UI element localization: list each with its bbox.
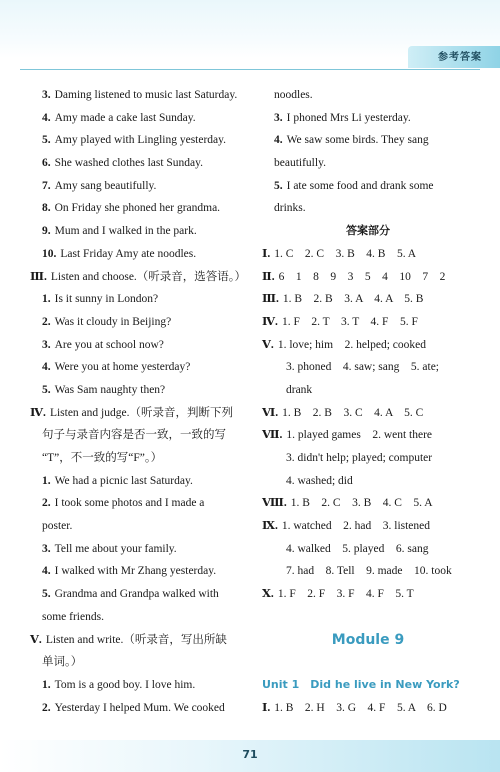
item-number: 5. [42, 134, 51, 147]
right-line [262, 152, 474, 175]
item-text: 1. C 2. C 3. B 4. B 5. A [274, 247, 417, 260]
item-text: Are you at school now? [54, 338, 164, 351]
item-number: Ⅳ. [262, 315, 278, 328]
item-number: 3. [42, 89, 51, 101]
item-number: 4. [42, 111, 51, 124]
item-number: Ⅴ. [262, 338, 274, 351]
left-line [30, 674, 248, 697]
left-line [30, 651, 248, 674]
left-line [30, 538, 248, 561]
item-text: Is it sunny in London? [54, 293, 159, 306]
left-line [30, 197, 248, 220]
item-text: “T”，不一致的写“F”。） [42, 452, 163, 464]
item-text: 4. washed; did [286, 474, 353, 487]
left-line [30, 84, 248, 107]
item-text: drinks. [274, 202, 306, 215]
item-text: 答案部分 [346, 224, 390, 238]
right-line [262, 629, 474, 652]
right-line [262, 220, 474, 243]
item-text: 7. had 8. Tell 9. made 10. took [286, 565, 452, 578]
left-line [30, 402, 248, 425]
item-number: 3. [42, 338, 51, 351]
item-text: Listen and choose.（听录音，选答语。） [50, 270, 247, 283]
item-text: 3. phoned 4. saw; sang 5. ate; [286, 361, 439, 374]
left-line [30, 107, 248, 130]
right-line [262, 243, 474, 266]
item-number: 1. [42, 293, 51, 306]
item-text: Was it cloudy in Beijing? [54, 315, 172, 328]
item-text: 1. F 2. F 3. F 4. F 5. T [277, 588, 414, 601]
right-line [262, 470, 474, 493]
left-column [30, 84, 248, 719]
item-number: 3. [274, 111, 283, 124]
left-line [30, 129, 248, 152]
left-line [30, 492, 248, 515]
right-line [262, 538, 474, 561]
item-text: Amy made a cake last Sunday. [54, 111, 196, 124]
item-number: Ⅷ. [262, 497, 287, 510]
left-line [30, 424, 248, 447]
item-number: 2. [42, 497, 51, 510]
page-header-title: 参考答案 [438, 52, 482, 63]
item-number: 4. [42, 565, 51, 578]
item-text: She washed clothes last Sunday. [54, 157, 204, 170]
right-line [262, 674, 474, 697]
right-line [262, 84, 474, 107]
left-line [30, 288, 248, 311]
item-number: 9. [42, 225, 51, 238]
item-number: 8. [42, 202, 51, 215]
left-line [30, 243, 248, 266]
left-line [30, 334, 248, 357]
right-column [262, 84, 474, 719]
header-rule [20, 69, 480, 70]
right-line [262, 334, 474, 357]
right-line [262, 583, 474, 606]
item-number: 4. [274, 134, 283, 147]
right-line [262, 492, 474, 515]
item-text: 句子与录音内容是否一致，一致的写 [42, 429, 226, 442]
item-text: some friends. [42, 610, 104, 623]
item-number: Ⅳ. [30, 406, 46, 419]
item-text: Grandma and Grandpa walked with [54, 588, 219, 601]
right-line [262, 606, 474, 629]
right-line [262, 107, 474, 130]
item-text: noodles. [274, 89, 313, 101]
right-line [262, 697, 474, 720]
item-text: Unit 1 Did he live in New York? [262, 677, 460, 691]
item-number: Ⅲ. [30, 270, 47, 283]
item-text: Listen and judge.（听录音，判断下列 [49, 406, 233, 419]
item-text: Amy played with Lingling yesterday. [54, 134, 227, 147]
right-line [262, 447, 474, 470]
item-text: I ate some food and drank some [286, 179, 434, 192]
item-text: 6 1 8 9 3 5 4 10 7 2 [278, 270, 446, 283]
item-number: 4. [42, 361, 51, 374]
item-number: Ⅸ. [262, 520, 278, 533]
item-number: Ⅲ. [262, 293, 279, 306]
left-line [30, 266, 248, 289]
right-line [262, 379, 474, 402]
item-text: Listen and write.（听录音，写出所缺 [45, 633, 227, 646]
item-text: 1. B 2. B 3. A 4. A 5. B [282, 293, 424, 306]
left-line [30, 447, 248, 470]
item-text: beautifully. [274, 157, 326, 170]
item-text: We saw some birds. They sang [286, 134, 429, 147]
left-line [30, 606, 248, 629]
item-text: drank [286, 383, 313, 396]
item-text: Amy sang beautifully. [54, 179, 157, 192]
item-text: 1. F 2. T 3. T 4. F 5. F [281, 315, 418, 328]
item-text: Module 9 [331, 631, 405, 648]
item-number: Ⅰ. [262, 247, 271, 260]
item-text: Tom is a good boy. I love him. [54, 678, 196, 691]
item-text: 1. B 2. C 3. B 4. C 5. A [290, 497, 433, 510]
right-line [262, 356, 474, 379]
right-line [262, 560, 474, 583]
page-number: 71 [242, 748, 258, 761]
left-line [30, 175, 248, 198]
item-number: 5. [42, 588, 51, 601]
item-number: 1. [42, 474, 51, 487]
item-text: 1. B 2. H 3. G 4. F 5. A 6. D [274, 701, 447, 714]
item-number: 2. [42, 701, 51, 714]
item-text: 4. walked 5. played 6. sang [286, 542, 429, 555]
item-text: Mum and I walked in the park. [54, 225, 197, 238]
left-line [30, 515, 248, 538]
item-text: Last Friday Amy ate noodles. [60, 247, 197, 260]
right-line [262, 197, 474, 220]
item-text: 1. watched 2. had 3. listened [281, 520, 431, 533]
item-text: 1. B 2. B 3. C 4. A 5. C [282, 406, 424, 419]
left-line [30, 697, 248, 720]
item-text: I walked with Mr Zhang yesterday. [54, 565, 217, 578]
item-number: Ⅰ. [262, 701, 271, 714]
item-text: I phoned Mrs Li yesterday. [286, 111, 411, 124]
item-number: 5. [42, 383, 51, 396]
left-line [30, 379, 248, 402]
right-line [262, 266, 474, 289]
item-text: I took some photos and I made a [54, 497, 205, 510]
right-line [262, 424, 474, 447]
right-line [262, 402, 474, 425]
item-number: Ⅱ. [262, 270, 275, 283]
item-text: We had a picnic last Saturday. [54, 474, 193, 487]
left-line [30, 470, 248, 493]
left-line [30, 152, 248, 175]
right-line [262, 129, 474, 152]
item-text: Was Sam naughty then? [54, 383, 166, 396]
right-line [262, 288, 474, 311]
item-number: 2. [42, 315, 51, 328]
item-text: 3. didn't help; played; computer [286, 452, 433, 464]
item-text: 单词。） [42, 656, 83, 669]
item-text: Yesterday I helped Mum. We cooked [54, 701, 225, 714]
left-line [30, 311, 248, 334]
item-number: 6. [42, 157, 51, 170]
item-number: Ⅵ. [262, 406, 279, 419]
left-line [30, 356, 248, 379]
item-number: Ⅶ. [262, 429, 283, 442]
left-line [30, 560, 248, 583]
item-text: 1. played games 2. went there [286, 429, 433, 442]
left-line [30, 583, 248, 606]
item-number: 3. [42, 542, 51, 555]
right-line [262, 651, 474, 674]
item-text: Daming listened to music last Saturday. [54, 89, 238, 101]
item-number: Ⅴ. [30, 633, 42, 646]
item-text: 1. love; him 2. helped; cooked [277, 338, 427, 351]
item-number: Ⅹ. [262, 588, 274, 601]
left-line [30, 629, 248, 652]
item-text: Were you at home yesterday? [54, 361, 191, 374]
item-number: 5. [274, 179, 283, 192]
left-line [30, 220, 248, 243]
item-text: Tell me about your family. [54, 542, 177, 555]
item-text: On Friday she phoned her grandma. [54, 202, 221, 215]
right-line [262, 175, 474, 198]
item-number: 1. [42, 678, 51, 691]
right-line [262, 515, 474, 538]
item-number: 7. [42, 179, 51, 192]
item-number: 10. [42, 247, 57, 260]
item-text: poster. [42, 520, 73, 533]
right-line [262, 311, 474, 334]
